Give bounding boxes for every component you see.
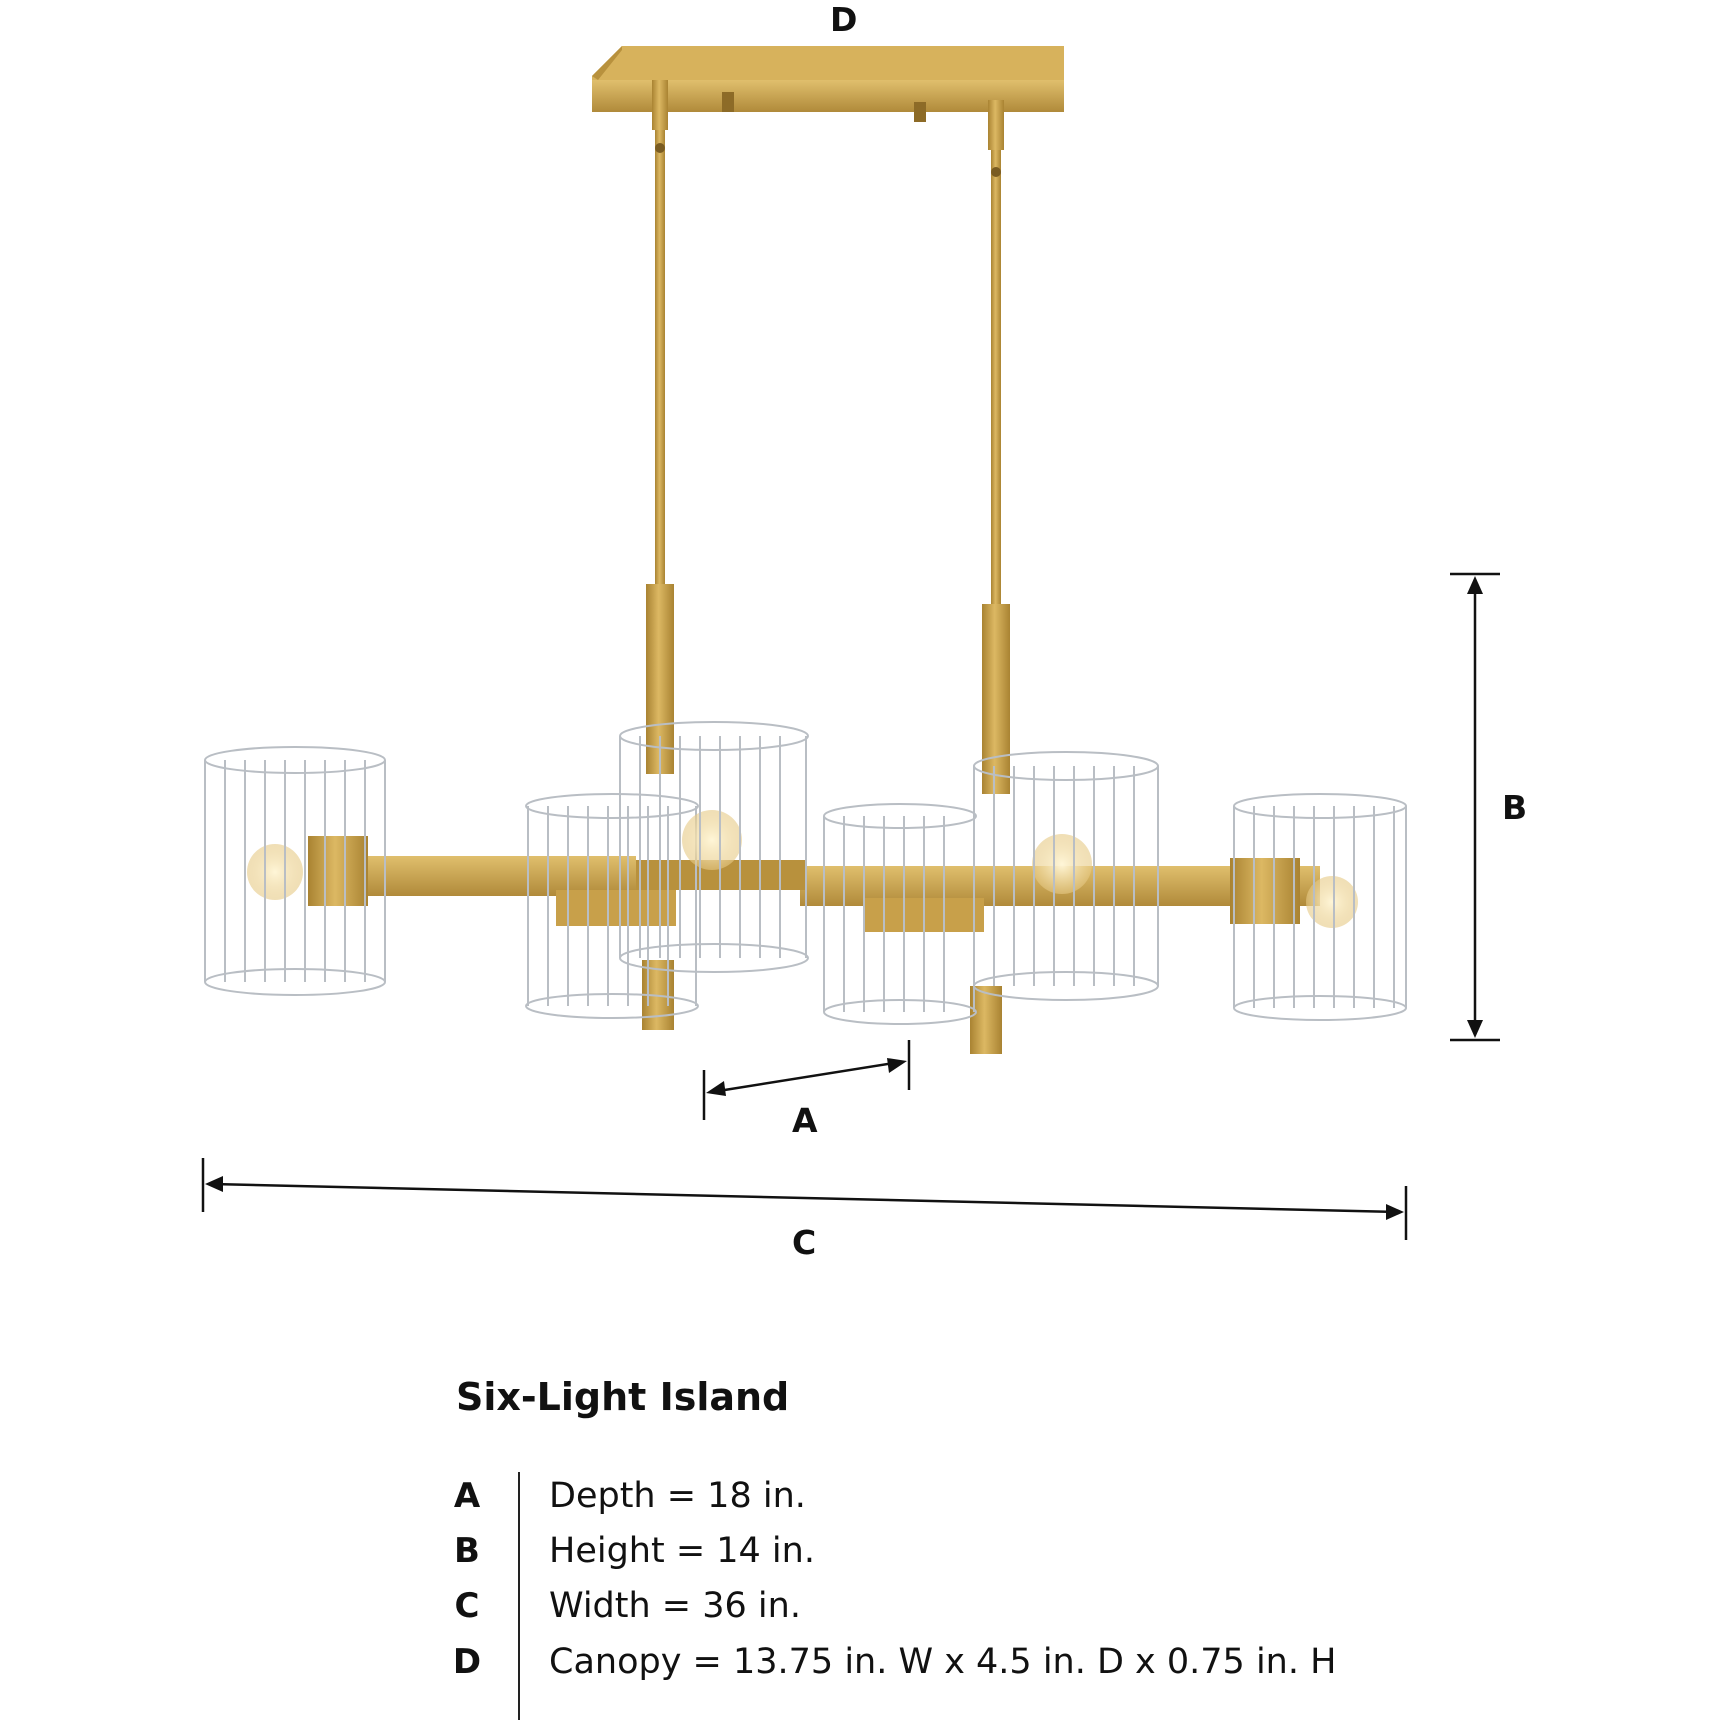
spec-row-c (445, 1582, 1595, 1630)
spec-row-b (445, 1527, 1595, 1575)
spec-key: B (454, 1531, 480, 1571)
spec-row-d (445, 1638, 1595, 1686)
spec-row-a (445, 1472, 1595, 1520)
spec-value: Height = 14 in. (549, 1531, 815, 1571)
product-title: Six-Light Island (456, 1375, 790, 1419)
dimension-lines (203, 574, 1500, 1240)
spec-value: Depth = 18 in. (549, 1476, 806, 1516)
down-rods (646, 80, 1010, 794)
dimension-label-a: A (792, 1101, 818, 1140)
dimension-label-b: B (1502, 788, 1528, 827)
chandelier-arms (308, 836, 1320, 1054)
dimension-label-c: C (792, 1223, 817, 1262)
spec-key: C (454, 1586, 480, 1626)
dimension-label-d: D (830, 0, 858, 39)
spec-key: D (452, 1642, 482, 1682)
spec-key: A (453, 1476, 481, 1516)
spec-value: Width = 36 in. (549, 1586, 801, 1626)
dimension-b-height (1450, 574, 1500, 1040)
spec-table (445, 1472, 1595, 1722)
spec-value: Canopy = 13.75 in. W x 4.5 in. D x 0.75 in. H (549, 1642, 1337, 1682)
